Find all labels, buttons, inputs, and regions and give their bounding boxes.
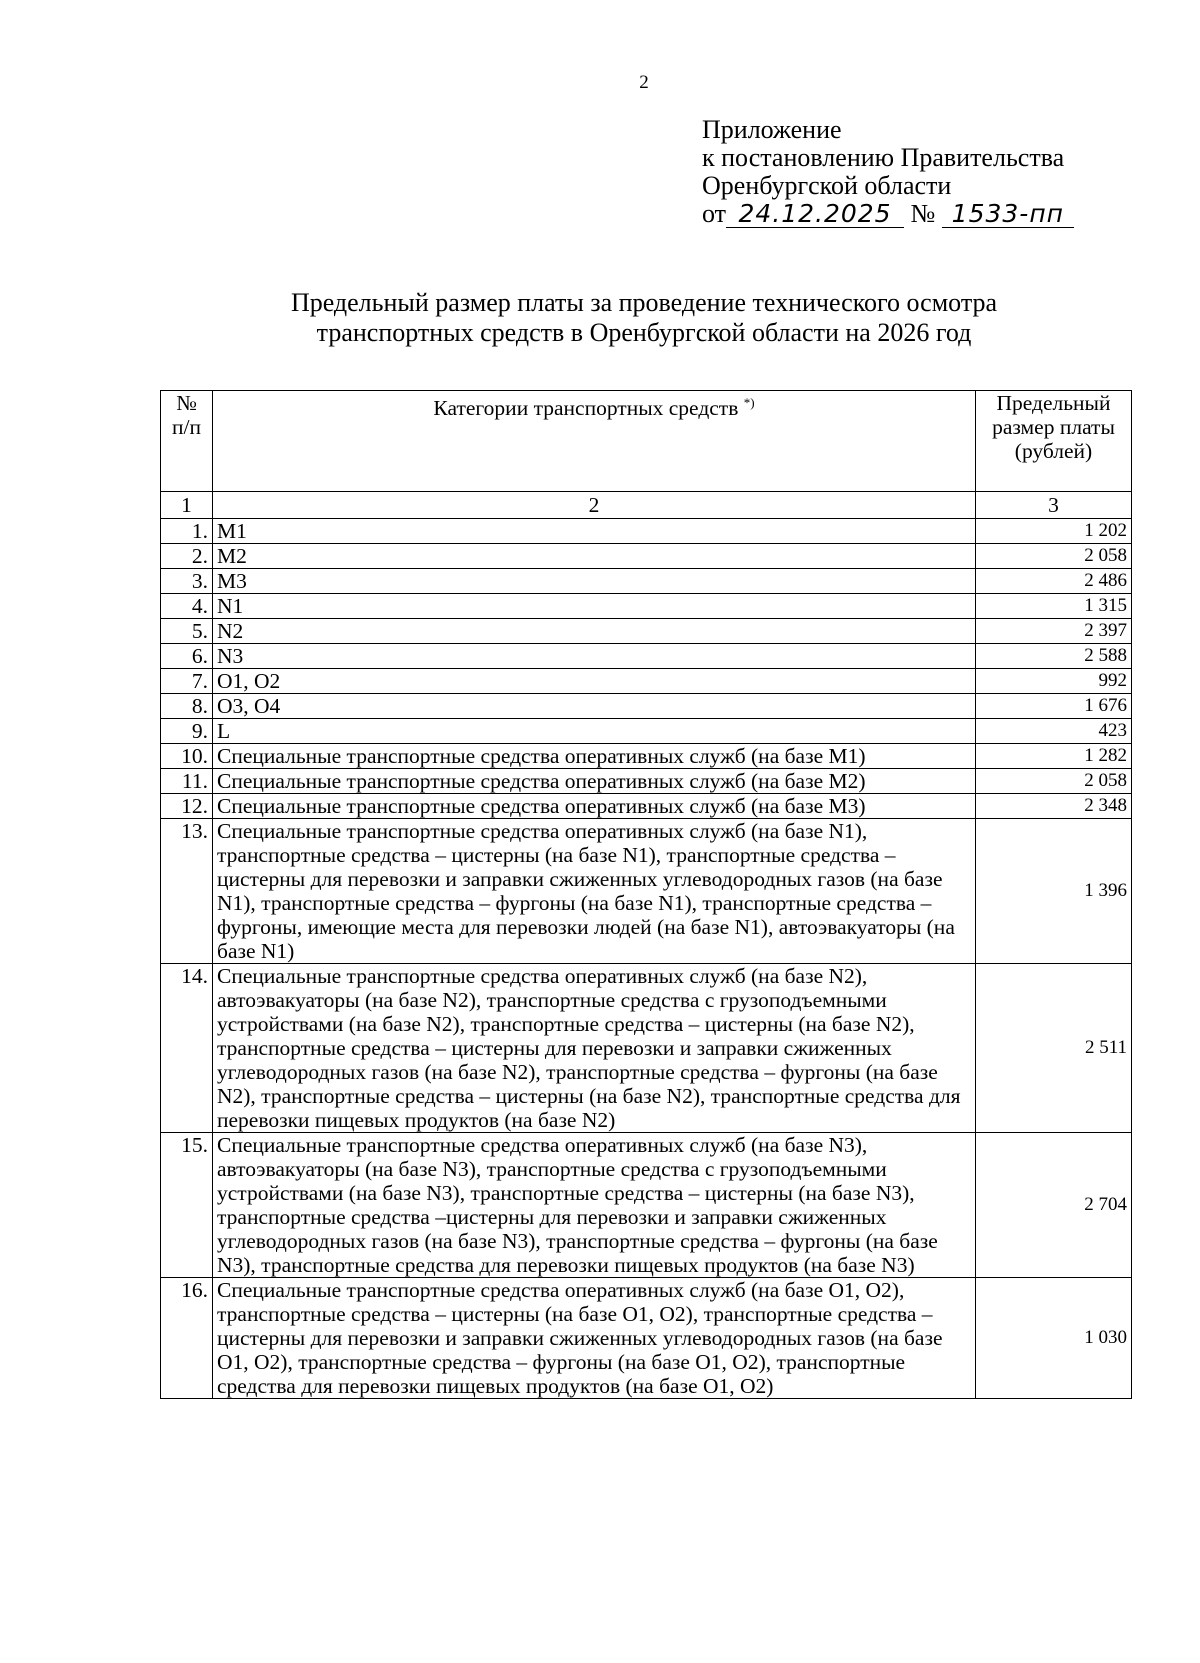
- title-line-1: Предельный размер платы за проведение технического осмотра: [290, 288, 998, 317]
- row-category: Специальные транспортные средства оперативных служб (на базе O1, O2), транспортные средства – цистерны (на базе O1, O2), транспортные средства – цистерны для перевозки и заправки сжиженных углеводородных газов (на базе O1, O2), транспортные средства – фургоны (на базе O1, O2), транспортные средства для перевозки пищевых продуктов (на базе O1, O2): [213, 1278, 976, 1399]
- document-title: [0, 288, 1200, 348]
- appendix-title: Приложение: [702, 115, 842, 144]
- row-category: N1: [213, 594, 976, 619]
- row-number: 5.: [161, 619, 213, 644]
- table-row: [161, 964, 1132, 1133]
- appendix-date-number: [702, 200, 1074, 228]
- page-number: 2: [639, 72, 649, 93]
- row-fee: 2 058: [976, 769, 1132, 794]
- row-number: 1.: [161, 519, 213, 544]
- table-row: [161, 569, 1132, 594]
- row-category: N2: [213, 619, 976, 644]
- row-number: 15.: [161, 1133, 213, 1278]
- table-row: [161, 519, 1132, 544]
- row-fee: 1 030: [976, 1278, 1132, 1399]
- row-number: 14.: [161, 964, 213, 1133]
- row-category: Специальные транспортные средства оперативных служб (на базе М3): [213, 794, 976, 819]
- table-row: [161, 744, 1132, 769]
- header-category-footnote: *): [743, 395, 755, 410]
- row-fee: 2 486: [976, 569, 1132, 594]
- row-category: Специальные транспортные средства оперативных служб (на базе М2): [213, 769, 976, 794]
- fee-table: [160, 390, 1132, 1399]
- row-number: 12.: [161, 794, 213, 819]
- row-fee: 992: [976, 669, 1132, 694]
- row-category: Специальные транспортные средства оперативных служб (на базе N3), автоэвакуаторы (на базе N3), транспортные средства с грузоподъемными устройствами (на базе N3), транспортные средства – цистерны (на базе N3), транспортные средства –цистерны для перевозки и заправки сжиженных углеводородных газов (на базе N3), транспортные средства – фургоны (на базе N3), транспортные средства для перевозки пищевых продуктов (на базе N3): [213, 1133, 976, 1278]
- table-header-row: [161, 391, 1132, 492]
- row-fee: 2 511: [976, 964, 1132, 1133]
- handwritten-date: 24.12.2025: [726, 201, 904, 228]
- row-number: 10.: [161, 744, 213, 769]
- appendix-block: [702, 116, 1074, 228]
- column-index-2: 2: [213, 492, 976, 519]
- row-number: 7.: [161, 669, 213, 694]
- header-num: № п/п: [161, 391, 213, 492]
- row-fee: 2 058: [976, 544, 1132, 569]
- row-number: 9.: [161, 719, 213, 744]
- row-category: M2: [213, 544, 976, 569]
- header-fee: Предельный размер платы (рублей): [976, 391, 1132, 492]
- row-category: N3: [213, 644, 976, 669]
- table-row: [161, 794, 1132, 819]
- row-category: L: [213, 719, 976, 744]
- row-number: 6.: [161, 644, 213, 669]
- row-fee: 1 282: [976, 744, 1132, 769]
- row-category: Специальные транспортные средства оперативных служб (на базе N1), транспортные средства – цистерны (на базе N1), транспортные средства – цистерны для перевозки и заправки сжиженных углеводородных газов (на базе N1), транспортные средства – фургоны (на базе N1), транспортные средства – фургоны, имеющие места для перевозки людей (на базе N1), автоэвакуаторы (на базе N1): [213, 819, 976, 964]
- date-prefix: от: [702, 199, 727, 228]
- column-index-row: [161, 492, 1132, 519]
- row-fee: 2 704: [976, 1133, 1132, 1278]
- number-prefix: №: [910, 199, 936, 228]
- row-fee: 2 588: [976, 644, 1132, 669]
- handwritten-number: 1533-пп: [942, 201, 1074, 228]
- title-line-2: транспортных средств в Оренбургской области на 2026 год: [316, 318, 972, 347]
- row-number: 11.: [161, 769, 213, 794]
- row-number: 16.: [161, 1278, 213, 1399]
- row-number: 13.: [161, 819, 213, 964]
- table-body: [161, 519, 1132, 1399]
- table-row: [161, 619, 1132, 644]
- row-category: M3: [213, 569, 976, 594]
- row-category: M1: [213, 519, 976, 544]
- row-number: 2.: [161, 544, 213, 569]
- table-row: [161, 594, 1132, 619]
- table-row: [161, 544, 1132, 569]
- table-row: [161, 1133, 1132, 1278]
- row-number: 3.: [161, 569, 213, 594]
- row-category: Специальные транспортные средства оперативных служб (на базе М1): [213, 744, 976, 769]
- row-fee: 1 315: [976, 594, 1132, 619]
- table-row: [161, 694, 1132, 719]
- row-fee: 423: [976, 719, 1132, 744]
- row-number: 8.: [161, 694, 213, 719]
- row-category: O1, O2: [213, 669, 976, 694]
- column-index-1: 1: [161, 492, 213, 519]
- appendix-region: Оренбургской области: [702, 171, 952, 200]
- row-fee: 1 676: [976, 694, 1132, 719]
- table-row: [161, 819, 1132, 964]
- row-fee: 1 202: [976, 519, 1132, 544]
- column-index-3: 3: [976, 492, 1132, 519]
- table-row: [161, 719, 1132, 744]
- row-number: 4.: [161, 594, 213, 619]
- table-row: [161, 1278, 1132, 1399]
- row-category: Специальные транспортные средства оперативных служб (на базе N2), автоэвакуаторы (на базе N2), транспортные средства с грузоподъемными устройствами (на базе N2), транспортные средства – цистерны (на базе N2), транспортные средства – цистерны для перевозки и заправки сжиженных углеводородных газов (на базе N2), транспортные средства – фургоны (на базе N2), транспортные средства – цистерны (на базе N2), транспортные средства для перевозки пищевых продуктов (на базе N2): [213, 964, 976, 1133]
- row-fee: 2 348: [976, 794, 1132, 819]
- appendix-resolution: к постановлению Правительства: [702, 143, 1065, 172]
- row-fee: 1 396: [976, 819, 1132, 964]
- row-fee: 2 397: [976, 619, 1132, 644]
- header-category: [213, 391, 976, 492]
- table-row: [161, 669, 1132, 694]
- header-category-label: Категории транспортных средств: [433, 396, 739, 421]
- table-row: [161, 769, 1132, 794]
- row-category: O3, O4: [213, 694, 976, 719]
- table-row: [161, 644, 1132, 669]
